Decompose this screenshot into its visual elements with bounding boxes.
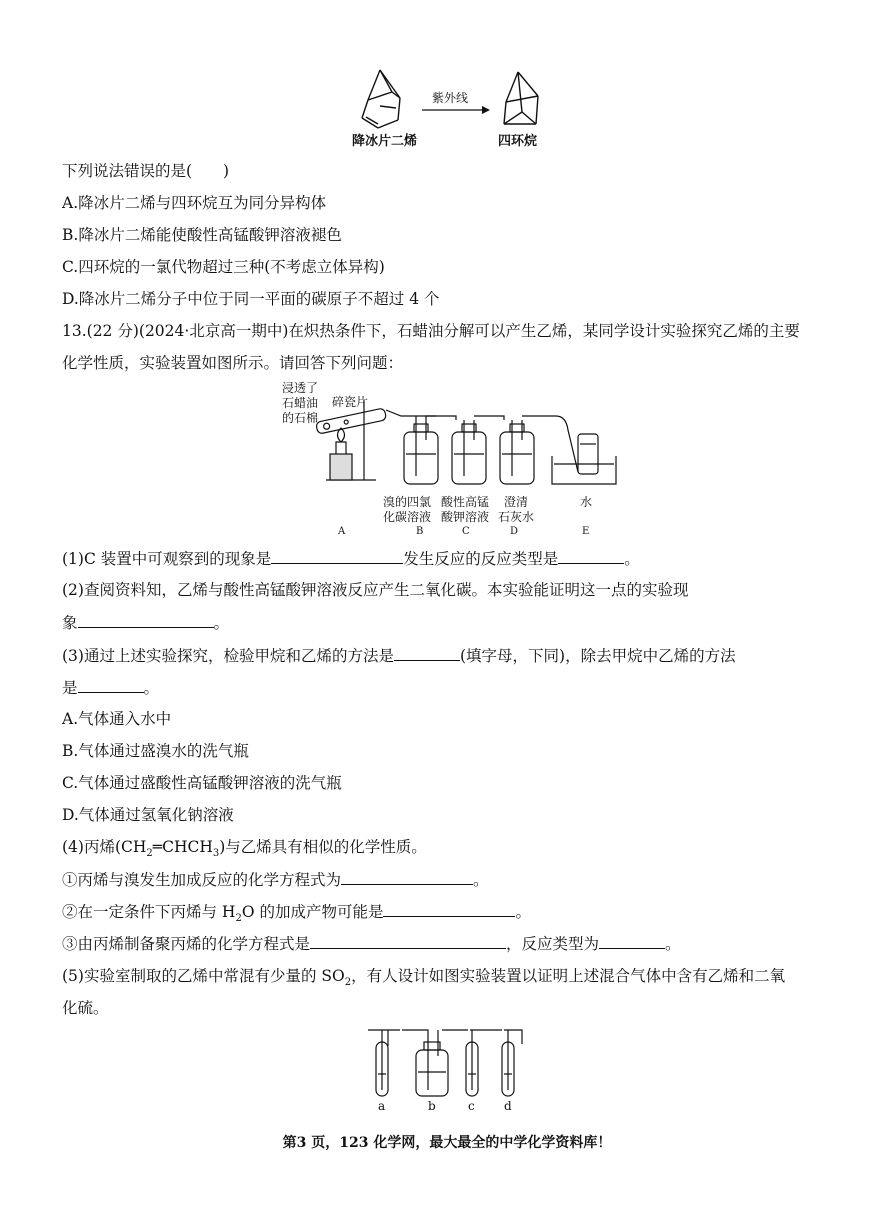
answer-blank-3a[interactable] (394, 645, 460, 661)
q12-option-d: D.降冰片二烯分子中位于同一平面的碳原子不超过 4 个 (62, 290, 440, 308)
q13-part3-option-c: C.气体通过盛酸性高锰酸钾溶液的洗气瓶 (62, 774, 342, 792)
so2-ethylene-apparatus-figure (362, 1024, 532, 1114)
product-label: 四环烷 (498, 134, 538, 149)
q13-part4-1-text: ①丙烯与溴发生加成反应的化学方程式为 (62, 871, 342, 889)
label-soaked-3: 的石棉 (282, 411, 319, 425)
subscript-h2: 2 (235, 913, 242, 925)
answer-blank-4c[interactable] (310, 933, 506, 949)
subscript-3: 3 (212, 848, 220, 860)
answer-blank-4d[interactable] (599, 933, 665, 949)
label-porcelain: 碎瓷片 (332, 395, 369, 409)
q13-part5-line1 (62, 966, 785, 993)
q13-part2-end: 。 (213, 614, 230, 632)
q13-part1 (62, 548, 640, 569)
q13-part4-1-end: 。 (473, 871, 489, 889)
q13-part4-3-text-b: ，反应类型为 (506, 935, 600, 953)
fig3-letter-d: d (504, 1099, 512, 1113)
fig3-letter-b: b (428, 1099, 436, 1113)
q13-part3-text-c: 是 (62, 679, 78, 697)
label-b-line1: 溴的四氯 (383, 495, 432, 509)
letter-c: C (462, 526, 470, 537)
q12-option-b: B.降冰片二烯能使酸性高锰酸钾溶液褪色 (62, 226, 342, 244)
q13-part1-text-a: (1)C 装置中可观察到的现象是 (62, 550, 272, 568)
quadricyclane-structure (504, 72, 538, 124)
q13-part5-text-a: (5)实验室制取的乙烯中常混有少量的 SO (62, 967, 345, 985)
q13-part4-3 (62, 933, 681, 954)
q13-part3-text-a: (3)通过上述实验探究，检验甲烷和乙烯的方法是 (62, 647, 394, 665)
q13-part4-2-text-b: O 的加成产物可能是 (241, 903, 384, 921)
reaction-condition-label: 紫外线 (432, 91, 469, 105)
q13-part3-line1 (62, 645, 736, 666)
q13-part4-intro (62, 837, 427, 864)
answer-blank-1b[interactable] (558, 548, 624, 564)
q13-part3-end: 。 (143, 679, 160, 697)
letter-b: B (416, 526, 424, 537)
q13-part3-option-d: D.气体通过氢氧化钠溶液 (62, 806, 234, 824)
q13-part4-text-c: )与乙烯具有相似的化学性质。 (219, 838, 427, 856)
q13-part5-text-b: ，有人设计如图实验装置以证明上述混合气体中含有乙烯和二氧 (351, 967, 786, 985)
q13-part2-line2 (62, 612, 229, 633)
q13-part4-3-text-a: ③由丙烯制备聚丙烯的化学方程式是 (62, 935, 311, 953)
letter-e: E (582, 526, 590, 537)
label-soaked-1: 浸透了 (282, 381, 319, 395)
q13-part4-text-a: (4)丙烯(CH (62, 838, 147, 856)
page-footer: 第3 页，123 化学网，最大最全的中学化学资料库！ (282, 1135, 612, 1151)
q12-option-a: A.降冰片二烯与四环烷互为同分异构体 (62, 194, 327, 212)
q13-part3-text-b: (填字母，下同)，除去甲烷中乙烯的方法 (459, 647, 736, 665)
fig3-letter-c: c (468, 1099, 475, 1113)
subscript-so2: 2 (344, 977, 352, 989)
q13-stem-line2: 化学性质，实验装置如图所示。请回答下列问题： (62, 354, 404, 372)
label-soaked-2: 石蜡油 (282, 396, 319, 410)
answer-blank-3b[interactable] (78, 677, 144, 693)
apparatus-drawing (316, 400, 616, 484)
answer-blank-4a[interactable] (341, 869, 473, 885)
label-water: 水 (580, 495, 593, 509)
letter-a: A (338, 526, 346, 537)
q13-stem-line1: 13.(22 分)(2024·北京高一期中)在炽热条件下，石蜡油分解可以产生乙烯，某同学设计实验探究乙烯的主要 (62, 322, 800, 340)
norbornadiene-structure (362, 70, 400, 128)
q13-part3-line2 (62, 677, 159, 698)
q13-part4-text-b: ═CHCH (152, 838, 213, 856)
answer-blank-4b[interactable] (383, 901, 515, 917)
q13-part4-1 (62, 869, 489, 890)
ethylene-apparatus-figure (276, 380, 626, 540)
q13-part3-option-b: B.气体通过盛溴水的洗气瓶 (62, 742, 249, 760)
label-c-line1: 酸性高锰 (441, 495, 490, 509)
q13-part4-2 (62, 901, 531, 929)
label-d-line2: 石灰水 (498, 510, 535, 524)
fig3-letter-a: a (378, 1099, 386, 1113)
q13-part5-line2: 化硫。 (62, 999, 109, 1017)
answer-blank-2[interactable] (78, 612, 214, 628)
q13-part4-3-end: 。 (665, 935, 681, 953)
label-b-line2: 化碳溶液 (383, 510, 432, 524)
q12-option-c: C.四环烷的一氯代物超过三种(不考虑立体异构) (62, 258, 385, 276)
q13-part1-text-b: 发生反应的反应类型是 (403, 550, 559, 568)
reaction-scheme-figure (340, 62, 560, 152)
reactant-label: 降冰片二烯 (352, 134, 418, 149)
arrow-head-icon (482, 106, 490, 114)
label-c-line2: 酸钾溶液 (441, 510, 490, 524)
answer-blank-1a[interactable] (271, 548, 403, 564)
q13-part4-2-text-a: ②在一定条件下丙烯与 H (62, 903, 236, 921)
q12-prompt: 下列说法错误的是( ) (62, 162, 230, 180)
label-d-line1: 澄清 (504, 495, 529, 509)
q13-part2-line1: (2)查阅资料知，乙烯与酸性高锰酸钾溶液反应产生二氧化碳。本实验能证明这一点的实验现 (62, 581, 689, 599)
q13-part2-text: 象 (62, 614, 78, 632)
q13-part1-end: 。 (624, 550, 640, 568)
letter-d: D (510, 526, 519, 537)
q13-part3-option-a: A.气体通入水中 (62, 710, 172, 728)
q13-part4-2-end: 。 (515, 903, 531, 921)
subscript-2: 2 (146, 848, 153, 860)
